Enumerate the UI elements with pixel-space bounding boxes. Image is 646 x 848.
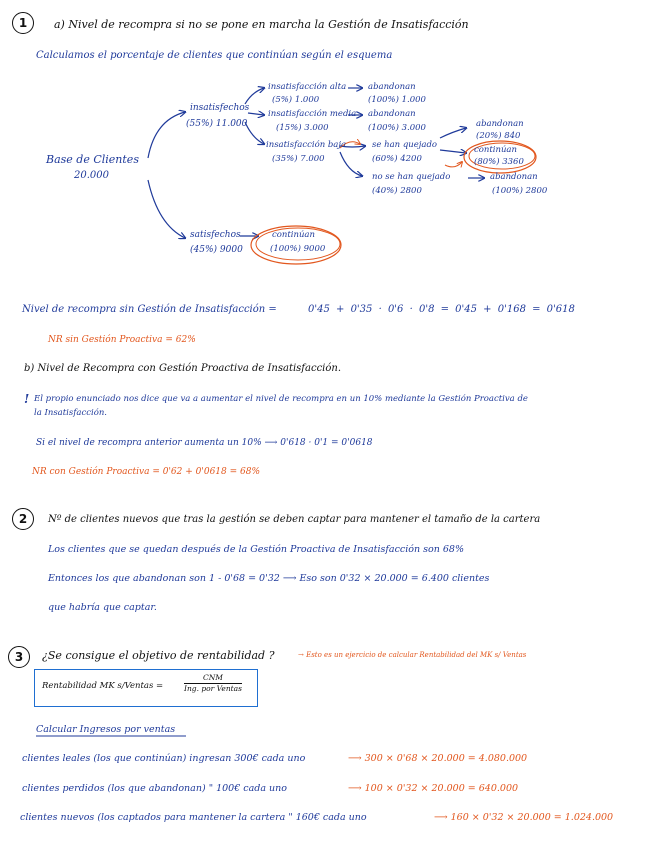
tree-media-out: abandonan xyxy=(368,109,416,119)
rentabilidad-fraction xyxy=(184,674,242,694)
tree-media: insatisfacción media xyxy=(268,109,357,119)
tree-alta: insatisfacción alta xyxy=(268,82,347,92)
row-perdidos-label: clientes perdidos (los que abandonan) " 100€ cada uno xyxy=(22,783,287,794)
ingresos-subtitle: Calcular Ingresos por ventas xyxy=(36,724,176,735)
tree-noquejado-out: abandonan xyxy=(490,172,538,182)
tree-noquejado-out-value: (100%) 2800 xyxy=(492,186,548,196)
tree-quejado-cont: continúan xyxy=(474,145,517,155)
row-nuevos-label: clientes nuevos (los captados para mantener la cartera " 160€ cada uno xyxy=(20,812,367,823)
fraction-numerator: CNM xyxy=(203,673,223,682)
section-2-number: 2 xyxy=(12,508,34,530)
tree-alta-out-value: (100%) 1.000 xyxy=(368,95,426,105)
tree-root-label: Base de Clientes xyxy=(46,153,139,166)
row-perdidos-calc: ⟶ 100 × 0'32 × 20.000 = 640.000 xyxy=(348,783,519,794)
tree-noquejado: no se han quejado xyxy=(372,172,451,182)
formula-label: Nivel de recompra sin Gestión de Insatisfacción = xyxy=(22,304,277,315)
tree-sat-out: continúan xyxy=(272,230,315,240)
row-leales-calc: ⟶ 300 × 0'68 × 20.000 = 4.080.000 xyxy=(348,753,528,764)
tree-media-value: (15%) 3.000 xyxy=(276,123,329,133)
tree-quejado: se han quejado xyxy=(372,140,438,150)
nr-without-gestion: NR sin Gestión Proactiva = 62% xyxy=(48,335,196,345)
section-3-side-note: → Esto es un ejercicio de calcular Rentabilidad del MK s/ Ventas xyxy=(298,651,527,659)
row-leales-label: clientes leales (los que continúan) ingresan 300€ cada uno xyxy=(22,753,306,764)
tree-sat-value: (45%) 9000 xyxy=(190,245,243,255)
b-note-line-1: El propio enunciado nos dice que va a aumentar el nivel de recompra en un 10% mediante la Gestión Proactiva de xyxy=(34,394,528,404)
section-1-number: 1 xyxy=(12,12,34,34)
tree-insat: insatisfechos xyxy=(190,103,250,113)
tree-noquejado-value: (40%) 2800 xyxy=(372,186,422,196)
tree-insat-value: (55%) 11.000 xyxy=(186,119,248,129)
b-calc: Si el nivel de recompra anterior aumenta un 10% ⟶ 0'618 · 0'1 = 0'0618 xyxy=(36,438,373,448)
section-2-title: Nº de clientes nuevos que tras la gestión se deben captar para mantener el tamaño de la cartera xyxy=(48,514,541,525)
nr-with-gestion: NR con Gestión Proactiva = 0'62 + 0'0618 = 68% xyxy=(32,467,261,477)
b-note-line-2: la Insatisfacción. xyxy=(34,408,107,418)
tree-baja: insatisfacción baja xyxy=(266,140,347,150)
attention-mark: ! xyxy=(24,392,30,406)
section-3-number: 3 xyxy=(8,646,30,668)
section-2-line-2: Entonces los que abandonan son 1 - 0'68 = 0'32 ⟶ Eso son 0'32 × 20.000 = 6.400 clientes xyxy=(48,573,490,584)
tree-sat: satisfechos xyxy=(190,230,241,240)
formula-expression: 0'45 + 0'35 · 0'6 · 0'8 = 0'45 + 0'168 = 0'618 xyxy=(308,304,575,315)
tree-media-out-value: (100%) 3.000 xyxy=(368,123,426,133)
section-2-line-1: Los clientes que se quedan después de la Gestión Proactiva de Insatisfacción son 68% xyxy=(48,544,464,555)
tree-alta-out: abandonan xyxy=(368,82,416,92)
section-1-title: a) Nivel de recompra si no se pone en marcha la Gestión de Insatisfacción xyxy=(54,18,469,31)
row-nuevos-calc: ⟶ 160 × 0'32 × 20.000 = 1.024.000 xyxy=(434,812,614,823)
tree-sat-out-value: (100%) 9000 xyxy=(270,244,326,254)
section-3-title: ¿Se consigue el objetivo de rentabilidad ? xyxy=(42,649,275,662)
fraction-denominator: Ing. por Ventas xyxy=(184,684,242,694)
tree-root-value: 20.000 xyxy=(74,170,109,181)
tree-quejado-ab-value: (20%) 840 xyxy=(476,131,521,141)
tree-alta-value: (5%) 1.000 xyxy=(272,95,320,105)
section-1-intro: Calculamos el porcentaje de clientes que continúan según el esquema xyxy=(36,50,393,61)
rentabilidad-label: Rentabilidad MK s/Ventas = xyxy=(42,681,164,691)
tree-quejado-value: (60%) 4200 xyxy=(372,154,422,164)
section-2-line-3: que habría que captar. xyxy=(48,602,157,613)
tree-quejado-ab: abandonan xyxy=(476,119,524,129)
tree-baja-value: (35%) 7.000 xyxy=(272,154,325,164)
section-1b-title: b) Nivel de Recompra con Gestión Proactiva de Insatisfacción. xyxy=(24,363,342,374)
tree-quejado-cont-value: (80%) 3360 xyxy=(474,157,524,167)
